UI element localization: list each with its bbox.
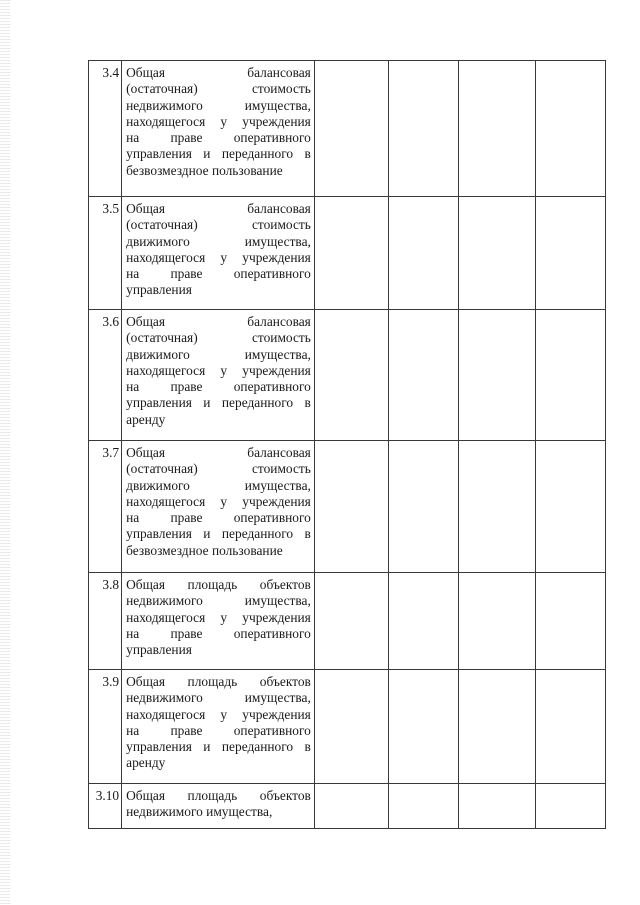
description-line: находящегося у учреждения [126, 113, 311, 129]
value-cell [314, 670, 388, 784]
description-line: управления [126, 642, 192, 658]
value-cell [535, 573, 605, 670]
row-description [122, 670, 315, 784]
row-description [122, 310, 315, 441]
value-cell [314, 61, 388, 197]
row-number: 3.8 [89, 573, 122, 670]
property-report-table [88, 60, 606, 829]
description-line: (остаточная) стоимость [126, 461, 311, 477]
row-description [122, 784, 315, 829]
row-number: 3.10 [89, 784, 122, 829]
description-line: безвозмездное пользование [126, 162, 283, 178]
value-cell [314, 197, 388, 310]
description-line: недвижимого имущества, [126, 690, 311, 706]
value-cell [389, 310, 459, 441]
row-description [122, 61, 315, 197]
table-row [89, 310, 606, 441]
description-line: Общая площадь объектов [126, 674, 311, 689]
value-cell [389, 441, 459, 573]
value-cell [314, 784, 388, 829]
description-line: управления и переданного в [126, 526, 311, 542]
value-cell [314, 441, 388, 573]
description-line: (остаточная) стоимость [126, 330, 311, 346]
description-line: на праве оперативного [126, 722, 311, 738]
description-line: на праве оперативного [126, 266, 311, 282]
description-line: находящегося у учреждения [126, 706, 311, 722]
description-line: управления и переданного в [126, 739, 311, 755]
description-line: аренду [126, 755, 166, 771]
description-line: (остаточная) стоимость [126, 217, 311, 233]
value-cell [459, 61, 535, 197]
row-number: 3.7 [89, 441, 122, 573]
value-cell [535, 61, 605, 197]
description-line: управления и переданного в [126, 395, 311, 411]
description-line: недвижимого имущества, [126, 593, 311, 609]
value-cell [459, 670, 535, 784]
description-line: находящегося у учреждения [126, 362, 311, 378]
row-number: 3.4 [89, 61, 122, 197]
value-cell [389, 61, 459, 197]
description-line: движимого имущества, [126, 233, 311, 249]
table-row [89, 573, 606, 670]
row-number: 3.6 [89, 310, 122, 441]
description-line: (остаточная) стоимость [126, 81, 311, 97]
row-number: 3.9 [89, 670, 122, 784]
row-description [122, 573, 315, 670]
value-cell [535, 670, 605, 784]
description-line: находящегося у учреждения [126, 493, 311, 509]
description-line: на праве оперативного [126, 130, 311, 146]
value-cell [535, 310, 605, 441]
description-line: Общая площадь объектов [126, 577, 311, 592]
value-cell [535, 441, 605, 573]
row-number: 3.5 [89, 197, 122, 310]
description-line: недвижимого имущества, [126, 97, 311, 113]
description-line: управления и переданного в [126, 146, 311, 162]
value-cell [314, 573, 388, 670]
description-line: недвижимого имущества, [126, 804, 273, 820]
description-line: Общая балансовая [126, 314, 311, 329]
value-cell [389, 573, 459, 670]
description-line: движимого имущества, [126, 477, 311, 493]
description-line: на праве оперативного [126, 625, 311, 641]
table-row [89, 670, 606, 784]
table-row [89, 784, 606, 829]
description-line: безвозмездное пользование [126, 542, 283, 558]
value-cell [535, 784, 605, 829]
value-cell [535, 197, 605, 310]
description-line: управления [126, 282, 192, 298]
description-line: находящегося у учреждения [126, 609, 311, 625]
description-line: Общая балансовая [126, 65, 311, 80]
value-cell [389, 784, 459, 829]
value-cell [314, 310, 388, 441]
table-row [89, 197, 606, 310]
row-description [122, 441, 315, 573]
scan-edge-artifact [0, 0, 10, 905]
description-line: движимого имущества, [126, 346, 311, 362]
description-line: находящегося у учреждения [126, 249, 311, 265]
row-description [122, 197, 315, 310]
description-line: на праве оперативного [126, 379, 311, 395]
value-cell [389, 197, 459, 310]
table-body [89, 61, 606, 829]
value-cell [459, 310, 535, 441]
description-line: аренду [126, 411, 166, 427]
description-line: Общая балансовая [126, 445, 311, 460]
value-cell [459, 197, 535, 310]
value-cell [459, 573, 535, 670]
value-cell [459, 441, 535, 573]
table-row [89, 61, 606, 197]
description-line: Общая площадь объектов [126, 788, 311, 803]
description-line: на праве оперативного [126, 510, 311, 526]
description-line: Общая балансовая [126, 201, 311, 216]
value-cell [389, 670, 459, 784]
value-cell [459, 784, 535, 829]
table-row [89, 441, 606, 573]
